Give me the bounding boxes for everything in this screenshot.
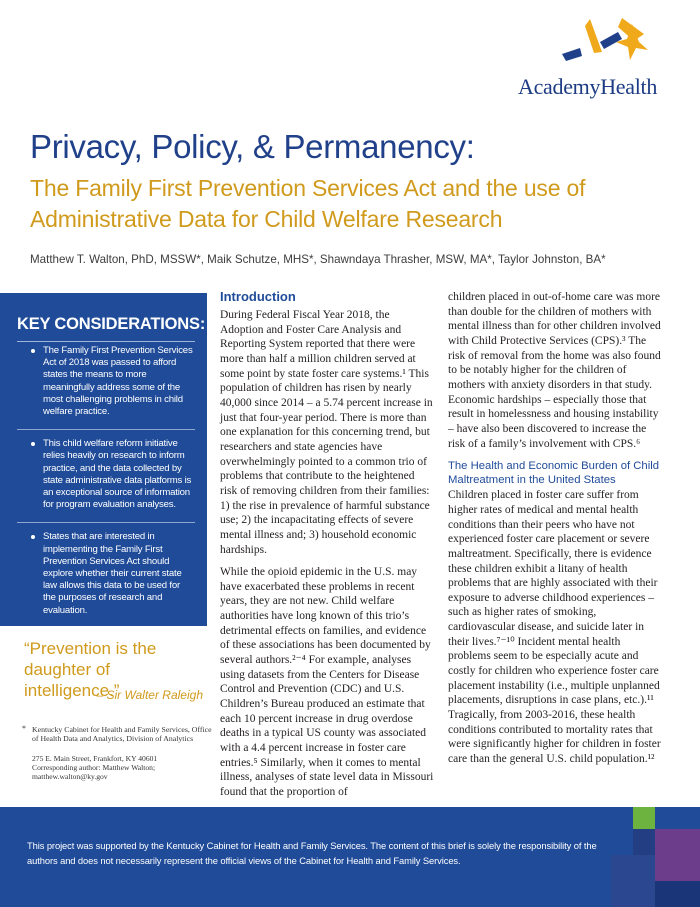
decorative-square	[611, 855, 655, 907]
brand-name: AcademyHealth	[518, 74, 658, 99]
health-burden-heading: The Health and Economic Burden of Child Maltreatment in the United States	[448, 460, 659, 486]
list-item-text: States that are interested in implementing the Family First Prevention Services Act should explore whether their current state law allows this data to be used for the purposes of research and evaluation.	[43, 531, 182, 616]
intro-paragraph-3: children placed in out-of-home care was more than double for the children of mothers with mental illness than for other children involved with Child Protective Services (CPS).³ The risk of removal from the home was also found to be notably higher for the children of mothers with anxiety disorders in that study. Economic hardships – especially those that result in homelessness and housing instability – have also been discovered to increase the risk of a family’s involvement with CPS.⁶	[448, 291, 661, 450]
academyhealth-logo	[518, 14, 688, 104]
list-item	[17, 430, 195, 523]
introduction-heading: Introduction	[220, 289, 296, 304]
email-link[interactable]: matthew.walton@ky.gov	[32, 772, 108, 781]
author-list: Matthew T. Walton, PhD, MSSW*, Maik Schutze, MHS*, Shawndaya Thrasher, MSW, MA*, Taylor Johnston, BA*	[30, 253, 606, 266]
body-column-2	[448, 290, 662, 767]
affiliation-note	[24, 725, 214, 743]
decorative-square	[633, 807, 655, 829]
list-item	[17, 523, 195, 627]
bullet-icon	[31, 349, 35, 353]
key-considerations-list	[17, 345, 195, 628]
key-considerations-box	[0, 293, 207, 626]
contact-info	[32, 754, 212, 781]
corresponding-author: Corresponding author: Matthew Walton;	[32, 763, 156, 772]
logo-mark-icon	[560, 14, 650, 74]
decorative-square	[655, 881, 700, 907]
bullet-icon	[31, 535, 35, 539]
decorative-square	[633, 829, 655, 855]
list-item-text: This child welfare reform initiative relies heavily on research to inform practice, and the data collected by state administrative data platforms is an exceptional source of information for program evaluation analyses.	[43, 438, 192, 511]
intro-paragraph-2: While the opioid epidemic in the U.S. may have exacerbated these problems in recent years, they are not new. Child welfare authorities have long known of this trio’s detrimental effects on families, and evidence of these associations has been documented by several authors.²⁻⁴ For example, analyses using datasets from the Centers for Disease Control and Prevention (CDC) and U.S. Children’s Bureau produced an estimate that each 10 percent increase in drug overdose deaths in a typical US county was associated with a 4.4 percent increase in foster care entries.⁵ Similarly, when it comes to mental illness, analyses of state level data in Missouri found that the proportion of	[220, 566, 434, 798]
quote-attribution: – Sir Walter Raleigh	[96, 688, 203, 702]
pull-quote: “Prevention is the daughter of intelligence.”	[24, 639, 157, 700]
bullet-icon	[31, 442, 35, 446]
heading-divider	[17, 341, 195, 342]
page-title: Privacy, Policy, & Permanency:	[30, 128, 475, 165]
health-paragraph-1: Children placed in foster care suffer from higher rates of medical and mental health conditions than their peers who have not experienced foster care placement or severe maltreatment. Specifically, there is evidence these children exhibit a litany of health problems that are highly associated with their exposure to adverse childhood experiences – such as higher rates of smoking, cardiovascular disease, and suicide later in their lives.⁷⁻¹⁰ Incident mental health problems seem to be especially acute and costly for children who experience foster care placement instability (i.e., multiple unplanned placements, disruptions in case plans, etc.).¹¹ Tragically, from 2003-2016, these health conditions contributed to mortality rates that were significantly higher for children in foster care than the general U.S. child population.¹²	[448, 489, 661, 766]
intro-paragraph-1: During Federal Fiscal Year 2018, the Adoption and Foster Care Analysis and Reporting System reported that there were more than half a million children served at some point by state foster care systems.¹ This population of children has risen by nearly 40,000 since 2014 – a 5.74 percent increase in just that four-year period. There is more than one explanation for this concerning trend, but researchers and state agencies have overwhelmingly pointed to a common trio of problems that contribute to the heightened risk of removing children from their families: 1) the rise in prevalence of harmful substance use; 2) the incapacitating effects of severe mental illness and; 3) household economic hardships.	[220, 309, 433, 556]
address: 275 E. Main Street, Frankfort, KY 40601	[32, 754, 158, 763]
list-item	[17, 345, 195, 430]
affiliation-text: Kentucky Cabinet for Health and Family Services, Office of Health Data and Analytics, Division of Analytics	[32, 725, 212, 744]
decorative-square	[655, 829, 700, 881]
page-subtitle: The Family First Prevention Services Act and the use of Administrative Data for Child Welfare Research	[30, 175, 586, 232]
key-considerations-heading: KEY CONSIDERATIONS:	[17, 315, 206, 333]
list-item-text: The Family First Prevention Services Act of 2018 was passed to afford states the means to more meaningfully address some of the most challenging problems in child welfare practice.	[43, 345, 193, 418]
funding-disclaimer: This project was supported by the Kentucky Cabinet for Health and Family Services. The content of this brief is solely the responsibility of the authors and does not necessarily represent the official views of the Cabinet for Health and Family Services.	[27, 840, 597, 866]
body-column-1	[220, 308, 434, 800]
affiliation-marker: *	[22, 724, 26, 733]
